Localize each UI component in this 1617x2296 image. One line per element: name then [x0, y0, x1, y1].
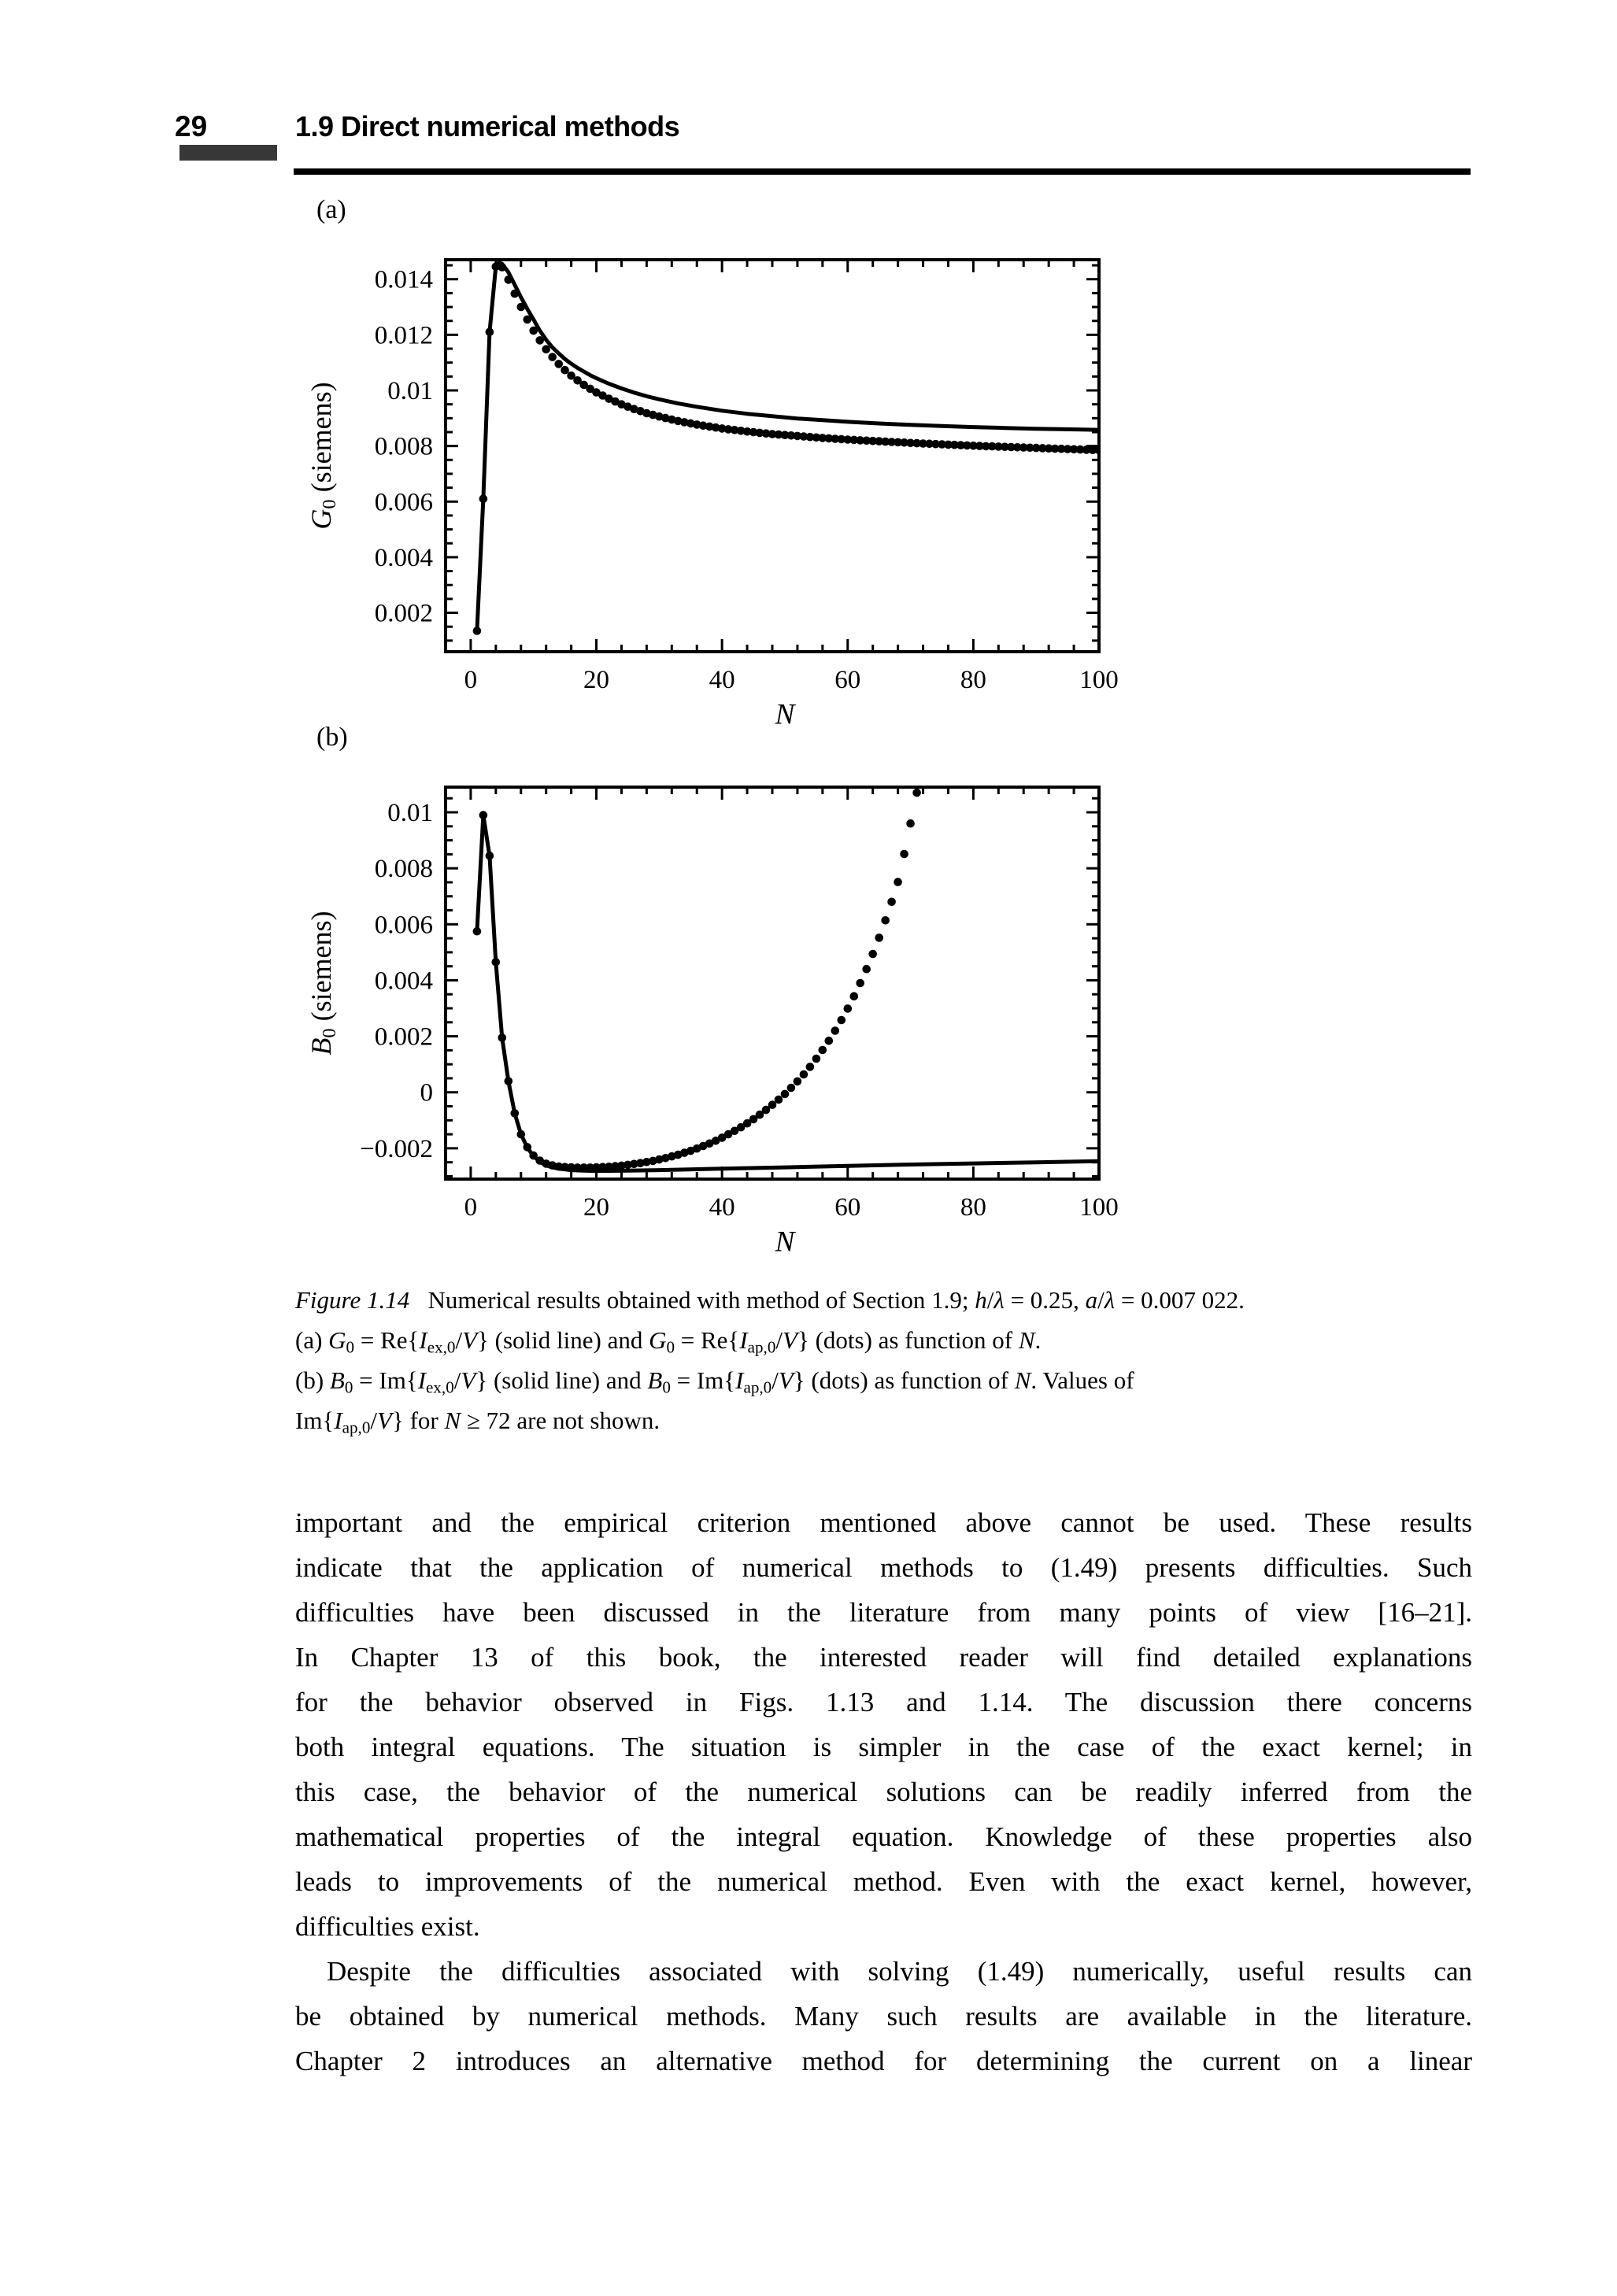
- text-run: } (solid line) and: [475, 1366, 648, 1394]
- x-tick-label: 80: [960, 1193, 986, 1222]
- data-dot: [806, 1063, 815, 1071]
- text-run: 0: [662, 1377, 671, 1397]
- text-run: 0: [666, 1337, 675, 1357]
- data-dot: [511, 1109, 520, 1118]
- data-dot: [906, 819, 915, 828]
- data-dot: [486, 328, 494, 337]
- chart-panel-b: [360, 787, 1119, 1222]
- data-dot: [844, 1004, 853, 1013]
- data-dot: [505, 1077, 513, 1085]
- x-tick-label: 40: [709, 666, 735, 694]
- data-dot: [479, 494, 488, 503]
- body-text: [295, 1500, 1472, 2083]
- data-dot: [868, 950, 877, 959]
- data-dot: [517, 1130, 526, 1139]
- text-run: I: [735, 1366, 744, 1394]
- data-dot: [838, 1016, 846, 1025]
- data-dot: [561, 366, 569, 375]
- text-run: I: [334, 1407, 342, 1434]
- y-tick-label: 0.004: [374, 967, 433, 996]
- text-run: G: [328, 1326, 346, 1354]
- data-dot: [787, 1084, 796, 1093]
- data-dot: [511, 290, 520, 298]
- y-tick-label: 0.006: [374, 911, 433, 940]
- y-tick-label: 0.002: [374, 599, 433, 628]
- body-line: be obtained by numerical methods. Many such results are available in the literature.: [295, 2001, 1472, 2032]
- data-dot: [529, 327, 538, 335]
- data-dot: [524, 316, 532, 324]
- y-tick-label: 0.01: [387, 377, 433, 405]
- data-dot: [856, 979, 864, 988]
- chart-b-x-axis-title: [775, 1226, 795, 1259]
- data-dot: [812, 1055, 821, 1063]
- text-run: N: [1018, 1326, 1035, 1354]
- data-dot: [548, 353, 557, 361]
- text-run: λ: [994, 1286, 1005, 1314]
- text-run: } (solid line) and: [477, 1326, 649, 1354]
- chart-b-y-axis-title: [305, 911, 341, 1056]
- panel-a-label: (a): [316, 195, 346, 224]
- series-dots: [473, 263, 1104, 635]
- data-dot: [517, 303, 526, 312]
- text-run: (siemens): [305, 382, 337, 500]
- body-line: In Chapter 13 of this book, the interested reader will find detailed explanations: [295, 1642, 1472, 1673]
- x-tick-label: 60: [834, 666, 861, 694]
- text-run: ap,0: [743, 1377, 772, 1397]
- x-tick-label: 40: [709, 1193, 735, 1222]
- caption-line: [295, 1400, 1472, 1440]
- text-run: I: [739, 1326, 748, 1354]
- text-run: (b): [295, 1366, 330, 1394]
- data-dot: [781, 1090, 790, 1099]
- y-tick-label: 0.002: [374, 1022, 433, 1052]
- text-run: 0: [319, 1028, 341, 1038]
- body-line: important and the empirical criterion mentioned above cannot be used. These results: [295, 1507, 1472, 1538]
- text-run: I: [419, 1326, 427, 1354]
- text-run: } (dots) as function of: [797, 1326, 1019, 1354]
- x-tick-label: 0: [464, 1193, 478, 1222]
- text-run: B: [329, 1366, 345, 1394]
- chart-panel-a: [375, 260, 1119, 694]
- text-run: /: [455, 1326, 463, 1354]
- caption-line: [295, 1280, 1472, 1320]
- caption-line: [295, 1320, 1472, 1360]
- text-run: ap,0: [342, 1418, 371, 1437]
- text-run: } for: [391, 1407, 445, 1434]
- text-run: ap,0: [747, 1337, 776, 1357]
- y-tick-label: 0.01: [387, 799, 433, 828]
- data-dot: [875, 934, 883, 942]
- data-dot: [794, 1078, 802, 1086]
- text-run: λ: [1104, 1286, 1116, 1314]
- x-tick-label: 60: [834, 1193, 861, 1222]
- text-run: /: [453, 1366, 461, 1394]
- text-run: = Re{: [675, 1326, 740, 1354]
- text-run: . Values of: [1031, 1366, 1134, 1394]
- data-dot: [473, 627, 482, 635]
- data-dot: [894, 878, 902, 886]
- text-run: /: [775, 1326, 783, 1354]
- x-tick-label: 100: [1079, 666, 1119, 694]
- plot-frame: [446, 787, 1099, 1179]
- text-run: = 0.007 022.: [1115, 1286, 1245, 1314]
- text-run: /: [771, 1366, 779, 1394]
- page-number: 29: [175, 110, 208, 142]
- y-tick-label: −0.002: [360, 1134, 433, 1163]
- data-dot: [498, 263, 507, 272]
- y-tick-label: 0.012: [374, 321, 433, 350]
- data-dot: [535, 336, 544, 345]
- text-run: = Re{: [354, 1326, 420, 1354]
- body-line: both integral equations. The situation is simpler in the case of the exact kernel; in: [295, 1732, 1472, 1762]
- text-run: N: [1014, 1366, 1031, 1394]
- body-line: indicate that the application of numerical methods to (1.49) presents difficulties. Such: [295, 1552, 1472, 1583]
- data-dot: [850, 992, 859, 1000]
- text-run: /: [370, 1407, 377, 1434]
- text-run: N: [444, 1407, 461, 1434]
- text-run: /: [1097, 1286, 1105, 1314]
- data-dot: [542, 345, 550, 353]
- data-dot: [862, 965, 871, 974]
- text-run: (siemens): [305, 911, 337, 1029]
- data-dot: [473, 927, 482, 936]
- x-tick-label: 20: [583, 1193, 610, 1222]
- running-head-section-title: 1.9 Direct numerical methods: [295, 110, 680, 142]
- text-run: V: [783, 1326, 797, 1354]
- text-run: V: [778, 1366, 794, 1394]
- text-run: 0: [344, 1377, 353, 1397]
- x-tick-label: 0: [464, 666, 478, 694]
- body-line: Despite the difficulties associated with solving (1.49) numerically, useful results can: [327, 1956, 1472, 1987]
- y-tick-label: 0.008: [374, 855, 433, 884]
- body-line: difficulties have been discussed in the literature from many points of view [16–21].: [295, 1597, 1472, 1628]
- text-run: B: [647, 1366, 663, 1394]
- data-dot: [498, 1033, 507, 1042]
- body-line: difficulties exist.: [295, 1911, 480, 1942]
- text-run: Numerical results obtained with method of Section 1.9;: [409, 1286, 975, 1314]
- data-dot: [775, 1096, 783, 1104]
- data-dot: [554, 360, 563, 368]
- text-run: G: [305, 508, 337, 530]
- data-dot: [505, 275, 513, 284]
- data-dot: [479, 811, 488, 819]
- text-run: = 0.25,: [1004, 1286, 1086, 1314]
- y-tick-label: 0: [420, 1078, 433, 1107]
- data-dot: [900, 850, 908, 859]
- body-line: mathematical properties of the integral equation. Knowledge of these properties also: [295, 1821, 1472, 1852]
- text-run: = Im{: [353, 1366, 418, 1394]
- text-run: V: [461, 1366, 476, 1394]
- text-run: h: [975, 1286, 987, 1314]
- chart-a-y-axis-title: [305, 382, 341, 530]
- data-dot: [831, 1026, 840, 1035]
- data-dot: [881, 916, 890, 925]
- y-tick-label: 0.008: [374, 432, 433, 461]
- text-run: = Im{: [670, 1366, 736, 1394]
- text-run: N: [775, 698, 795, 731]
- data-dot: [912, 789, 921, 797]
- plot-frame: [446, 260, 1099, 652]
- text-run: G: [649, 1326, 667, 1354]
- text-run: ≥ 72 are not shown.: [461, 1407, 660, 1434]
- x-tick-label: 20: [583, 666, 610, 694]
- text-run: Figure 1.14: [295, 1286, 410, 1314]
- text-run: a: [1085, 1286, 1098, 1314]
- body-line: this case, the behavior of the numerical solutions can be readily inferred from the: [295, 1777, 1472, 1807]
- data-dot: [825, 1037, 834, 1045]
- y-tick-label: 0.004: [374, 543, 433, 572]
- text-run: N: [775, 1226, 795, 1259]
- caption-line: [295, 1360, 1472, 1400]
- figure-caption: [295, 1280, 1472, 1440]
- x-tick-label: 80: [960, 666, 986, 694]
- panel-b-label: (b): [316, 723, 348, 752]
- body-line: for the behavior observed in Figs. 1.13 and 1.14. The discussion there concerns: [295, 1687, 1472, 1717]
- x-tick-label: 100: [1079, 1193, 1119, 1222]
- data-dot: [819, 1046, 827, 1055]
- chart-a-x-axis-title: [775, 698, 795, 732]
- text-run: ex,0: [427, 1337, 456, 1357]
- text-run: .: [1034, 1326, 1042, 1354]
- body-line: Chapter 2 introduces an alternative method for determining the current on a linear: [295, 2046, 1472, 2076]
- text-run: ex,0: [426, 1377, 454, 1397]
- y-tick-label: 0.006: [374, 488, 433, 517]
- text-run: I: [417, 1366, 427, 1394]
- series-solid-line: [477, 815, 1099, 1171]
- data-dot: [486, 852, 494, 860]
- data-dot: [492, 958, 501, 967]
- data-dot: [524, 1143, 532, 1152]
- text-run: 0: [346, 1337, 355, 1357]
- text-run: } (dots) as function of: [793, 1366, 1015, 1394]
- text-run: (a): [295, 1326, 329, 1354]
- text-run: V: [462, 1326, 478, 1354]
- text-run: 0: [319, 499, 341, 509]
- y-tick-label: 0.014: [374, 265, 433, 294]
- data-dot: [887, 898, 896, 907]
- text-run: V: [377, 1407, 392, 1434]
- data-dot: [800, 1070, 808, 1079]
- text-run: Im{: [295, 1407, 335, 1434]
- series-dots: [473, 789, 921, 1172]
- text-run: B: [305, 1037, 337, 1056]
- body-line: leads to improvements of the numerical method. Even with the exact kernel, however,: [295, 1866, 1472, 1897]
- text-run: /: [986, 1286, 994, 1314]
